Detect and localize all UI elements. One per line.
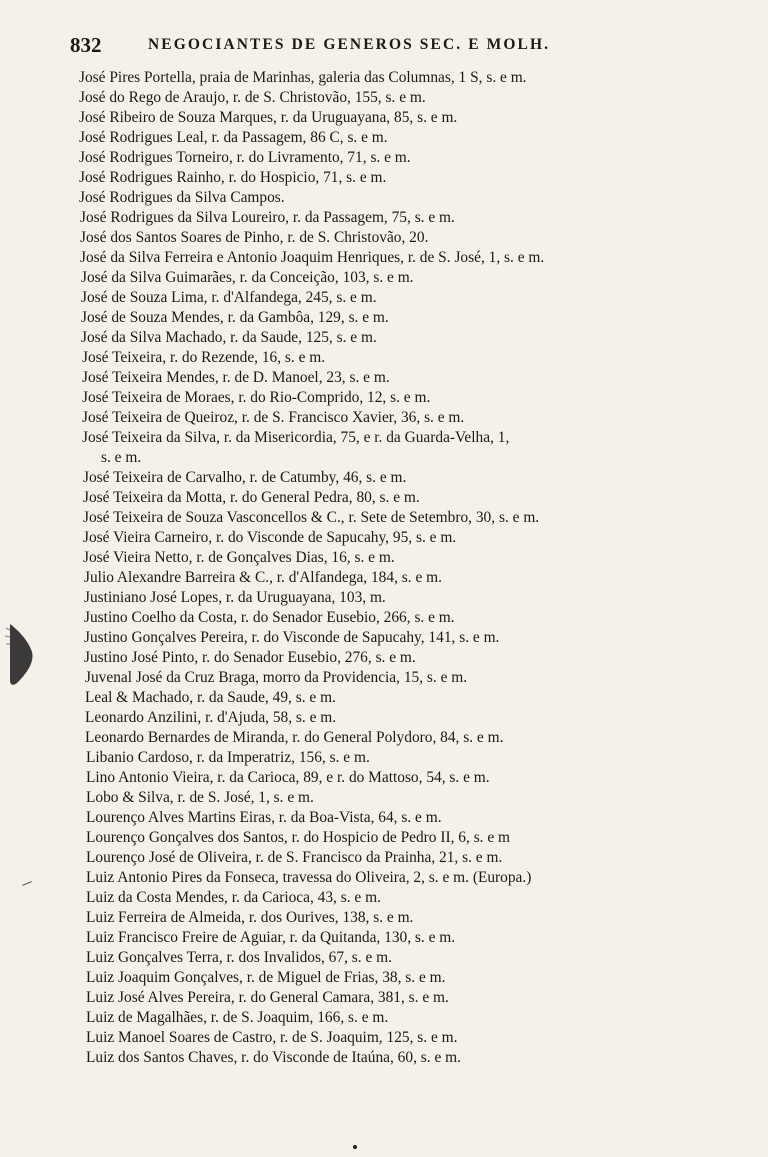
list-item: José Rodrigues Torneiro, r. do Livramento, 71, s. e m.: [79, 149, 411, 166]
list-item: José Teixeira Mendes, r. de D. Manoel, 23, s. e m.: [82, 369, 390, 386]
list-item: Luiz dos Santos Chaves, r. do Visconde de Itaúna, 60, s. e m.: [86, 1049, 461, 1066]
list-item: José dos Santos Soares de Pinho, r. de S. Christovão, 20.: [80, 229, 429, 246]
list-item: Lobo & Silva, r. de S. José, 1, s. e m.: [86, 789, 314, 806]
list-item: Libanio Cardoso, r. da Imperatriz, 156, s. e m.: [86, 749, 370, 766]
list-item: José Rodrigues Leal, r. da Passagem, 86 C, s. e m.: [79, 129, 388, 146]
list-item: José Rodrigues da Silva Campos.: [79, 189, 285, 206]
list-item: Lourenço José de Oliveira, r. de S. Francisco da Prainha, 21, s. e m.: [86, 849, 503, 866]
list-item: José Rodrigues da Silva Loureiro, r. da Passagem, 75, s. e m.: [80, 209, 455, 226]
list-item: Luiz Ferreira de Almeida, r. dos Ourives, 138, s. e m.: [86, 909, 414, 926]
list-item: José de Souza Lima, r. d'Alfandega, 245, s. e m.: [81, 289, 377, 306]
list-item: Leonardo Bernardes de Miranda, r. do General Polydoro, 84, s. e m.: [85, 729, 504, 746]
list-item: Justiniano José Lopes, r. da Uruguayana, 103, m.: [84, 589, 386, 606]
list-item: José Teixeira de Moraes, r. do Rio-Comprido, 12, s. e m.: [82, 389, 431, 406]
list-item: Leal & Machado, r. da Saude, 49, s. e m.: [85, 689, 336, 706]
list-item: Luiz Joaquim Gonçalves, r. de Miguel de Frias, 38, s. e m.: [86, 969, 446, 986]
list-item: Luiz Francisco Freire de Aguiar, r. da Quitanda, 130, s. e m.: [86, 929, 456, 946]
list-item-continuation: s. e m.: [101, 449, 142, 466]
list-item: José Ribeiro de Souza Marques, r. da Uruguayana, 85, s. e m.: [79, 109, 458, 126]
list-item: Justino Coelho da Costa, r. do Senador Eusebio, 266, s. e m.: [84, 609, 455, 626]
list-item: José Teixeira da Motta, r. do General Pedra, 80, s. e m.: [83, 489, 420, 506]
margin-tick-mark: [22, 881, 32, 886]
page-header: [70, 33, 670, 57]
list-item: José da Silva Ferreira e Antonio Joaquim Henriques, r. de S. José, 1, s. e m.: [80, 249, 545, 266]
list-item: José Teixeira de Souza Vasconcellos & C., r. Sete de Setembro, 30, s. e m.: [83, 509, 540, 526]
list-item: Luiz José Alves Pereira, r. do General Camara, 381, s. e m.: [86, 989, 449, 1006]
list-item: Lino Antonio Vieira, r. da Carioca, 89, e r. do Mattoso, 54, s. e m.: [86, 769, 490, 786]
list-item: José Vieira Carneiro, r. do Visconde de Sapucahy, 95, s. e m.: [83, 529, 457, 546]
list-item: Julio Alexandre Barreira & C., r. d'Alfandega, 184, s. e m.: [84, 569, 442, 586]
list-item: Leonardo Anzilini, r. d'Ajuda, 58, s. e m.: [85, 709, 337, 726]
running-title: NEGOCIANTES DE GENEROS SEC. E MOLH.: [148, 36, 551, 53]
list-item: José Vieira Netto, r. de Gonçalves Dias, 16, s. e m.: [83, 549, 395, 566]
list-item: José de Souza Mendes, r. da Gambôa, 129, s. e m.: [81, 309, 389, 326]
ink-speck: [353, 1145, 357, 1149]
list-item: Luiz Antonio Pires da Fonseca, travessa do Oliveira, 2, s. e m. (Europa.): [86, 869, 532, 886]
list-item: José Rodrigues Rainho, r. do Hospicio, 71, s. e m.: [79, 169, 387, 186]
list-item: Lourenço Gonçalves dos Santos, r. do Hospicio de Pedro II, 6, s. e m: [86, 829, 511, 846]
list-item: José Teixeira de Carvalho, r. de Catumby, 46, s. e m.: [83, 469, 407, 486]
list-item: Luiz da Costa Mendes, r. da Carioca, 43, s. e m.: [86, 889, 381, 906]
list-item: José da Silva Guimarães, r. da Conceição, 103, s. e m.: [81, 269, 414, 286]
list-item: José Teixeira, r. do Rezende, 16, s. e m.: [82, 349, 326, 366]
list-item: Justino José Pinto, r. do Senador Eusebio, 276, s. e m.: [84, 649, 416, 666]
list-item: Juvenal José da Cruz Braga, morro da Providencia, 15, s. e m.: [85, 669, 468, 686]
list-item: Lourenço Alves Martins Eiras, r. da Boa-Vista, 64, s. e m.: [86, 809, 442, 826]
list-item: José Teixeira de Queiroz, r. de S. Francisco Xavier, 36, s. e m.: [82, 409, 465, 426]
list-item: Luiz Manoel Soares de Castro, r. de S. Joaquim, 125, s. e m.: [86, 1029, 458, 1046]
list-item: José Teixeira da Silva, r. da Misericordia, 75, e r. da Guarda-Velha, 1,: [82, 429, 510, 446]
list-item: José da Silva Machado, r. da Saude, 125, s. e m.: [81, 329, 377, 346]
list-item: José Pires Portella, praia de Marinhas, galeria das Columnas, 1 S, s. e m.: [79, 69, 527, 86]
list-item: Luiz de Magalhães, r. de S. Joaquim, 166, s. e m.: [86, 1009, 389, 1026]
page-number: 832: [70, 33, 102, 57]
list-item: Luiz Gonçalves Terra, r. dos Invalidos, 67, s. e m.: [86, 949, 392, 966]
list-item: Justino Gonçalves Pereira, r. do Visconde de Sapucahy, 141, s. e m.: [84, 629, 500, 646]
list-item: José do Rego de Araujo, r. de S. Christovão, 155, s. e m.: [79, 89, 426, 106]
binding-shadow-mark: [4, 622, 38, 688]
